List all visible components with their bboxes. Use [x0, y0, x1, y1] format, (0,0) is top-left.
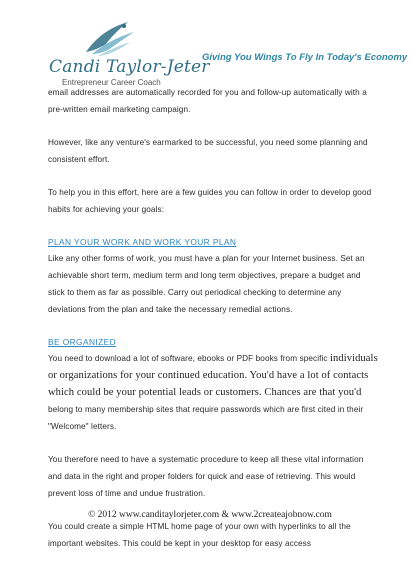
paragraph-text: You need to download a lot of software, ebooks or PDF books from specific [48, 354, 328, 363]
section-heading-plan: PLAN YOUR WORK AND WORK YOUR PLAN [48, 237, 237, 247]
page-header [0, 0, 420, 90]
paragraph: Like any other forms of work, you must have a plan for your Internet business. Set an achievable short term, medium term and long term objectives, prepare a budget and stick to them as far as possible. Carry out periodical checking to determine any deviations from the plan and take the necessary remedial actions. [48, 254, 365, 314]
document-body [48, 84, 378, 568]
logo-name: Candi Taylor-Jeter [49, 57, 210, 77]
paragraph: However, like any venture's earmarked to be successful, you need some planning and consistent effort. [48, 138, 368, 164]
page-footer: © 2012 www.canditaylorjeter.com & www.2createajobnow.com [88, 510, 332, 520]
logo-subtitle: Entrepreneur Career Coach [62, 78, 161, 87]
paragraph: You could create a simple HTML home page of your own with hyperlinks to all the important websites. This could be kept in your desktop for easy access [48, 522, 351, 548]
paragraph-text: belong to many membership sites that require passwords which are first cited in their "Welcome" letters. [48, 405, 364, 431]
paragraph-text-serif: individuals or organizations for your continued education. You'd have a lot of contacts which could be your potential leads or customers. Chances are that you'd [48, 353, 378, 398]
paragraph: email addresses are automatically recorded for you and follow-up automatically with a pre-written email marketing campaign. [48, 88, 367, 114]
paragraph [48, 350, 378, 435]
bird-icon [78, 18, 138, 60]
section-heading-organized: BE ORGANIZED [48, 337, 117, 347]
paragraph: You therefore need to have a systematic procedure to keep all these vital information and data in the right and proper folders for quick and ease of retrieving. This would prevent loss of time and undue frustration. [48, 455, 364, 498]
tagline: Giving You Wings To Fly In Today's Economy [202, 52, 408, 63]
paragraph: To help you in this effort, here are a few guides you can follow in order to develop good habits for achieving your goals: [48, 188, 372, 214]
